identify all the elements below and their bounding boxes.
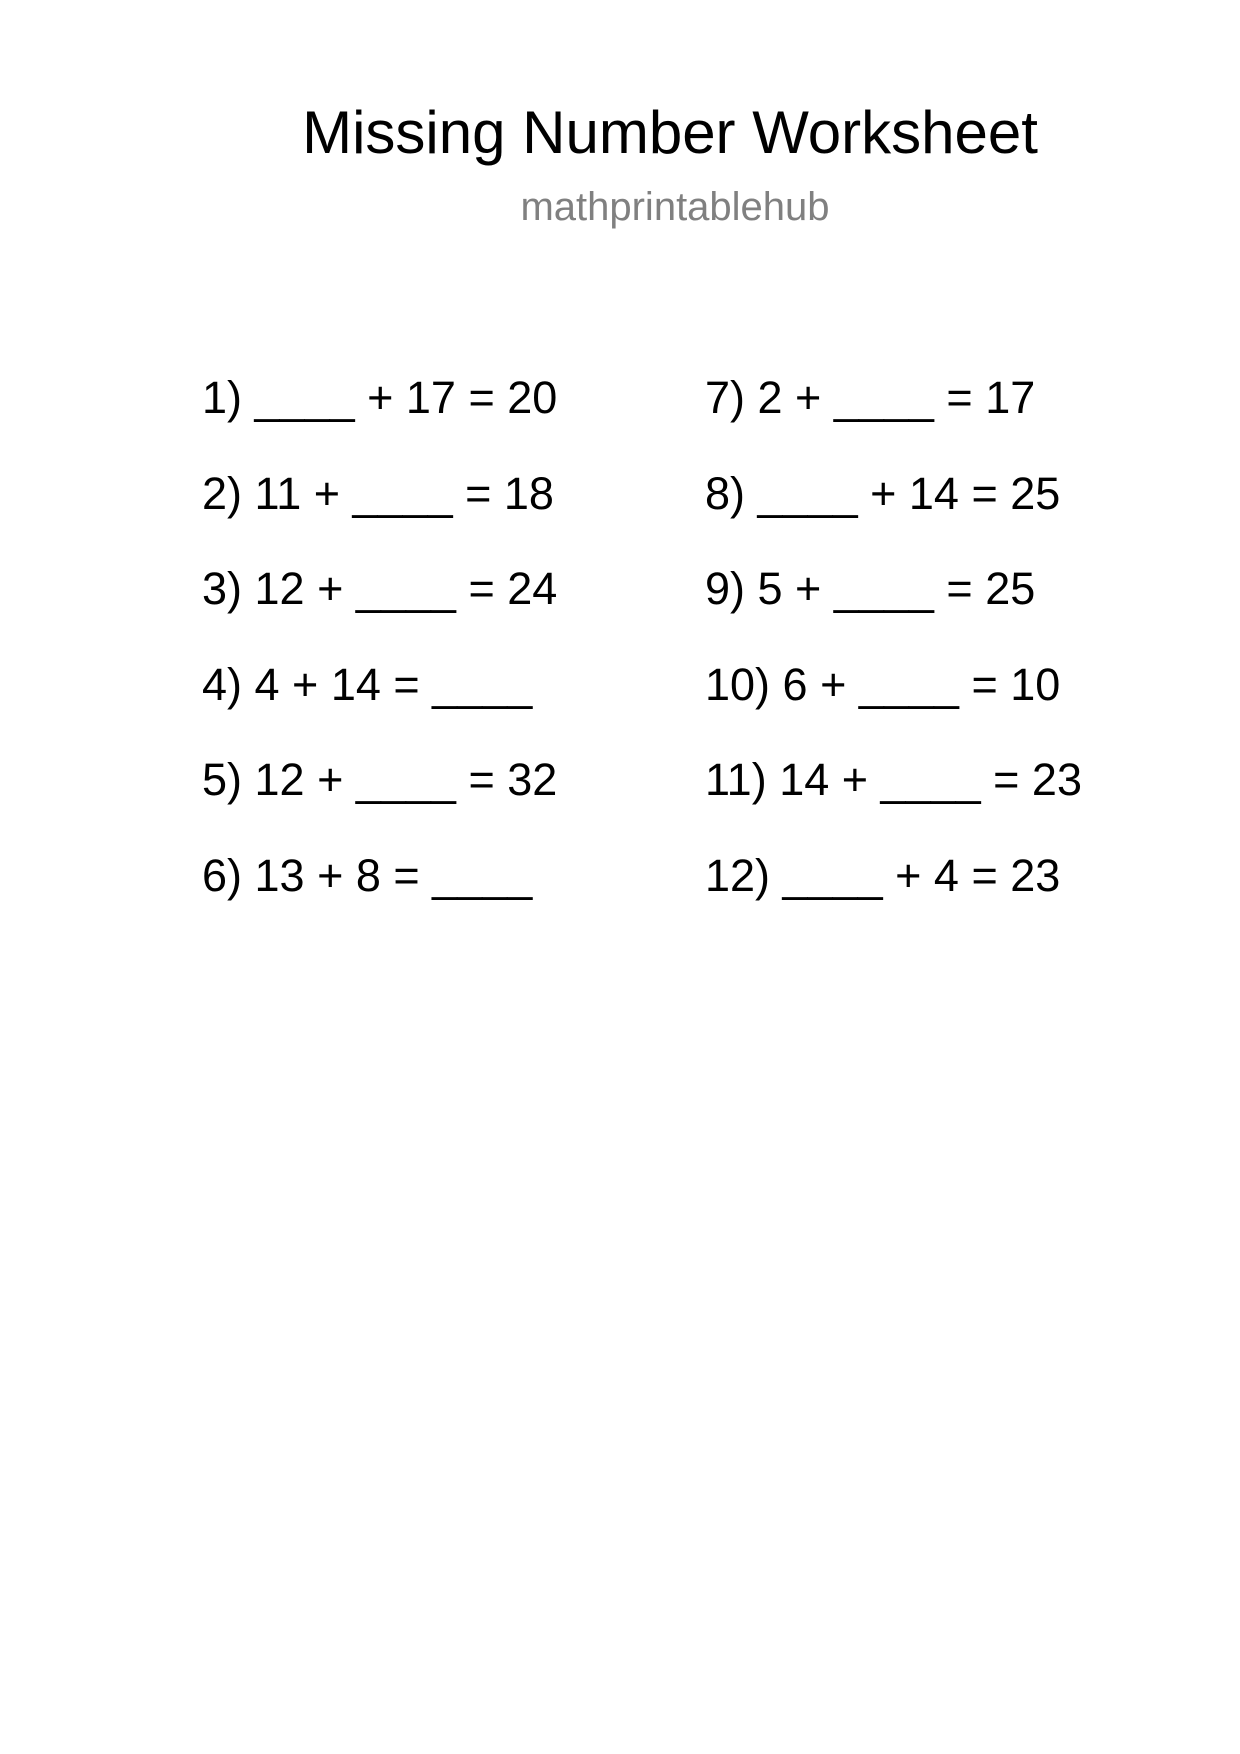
problem-4: 4) 4 + 14 = ____	[202, 658, 533, 710]
problems-left-column	[202, 350, 557, 923]
problem-9: 9) 5 + ____ = 25	[705, 563, 1036, 614]
problem-10: 10) 6 + ____ = 10	[705, 658, 1061, 710]
worksheet-subtitle: mathprintablehub	[520, 185, 830, 229]
problem-1: 1) ____ + 17 = 20	[202, 372, 558, 423]
problem-12: 12) ____ + 4 = 23	[705, 849, 1061, 901]
problem-2: 2) 11 + ____ = 18	[202, 467, 554, 519]
problems-right-column	[705, 350, 1082, 923]
problem-8: 8) ____ + 14 = 25	[705, 467, 1061, 519]
problem-3: 3) 12 + ____ = 24	[202, 563, 558, 614]
problem-7: 7) 2 + ____ = 17	[705, 372, 1036, 423]
problem-5: 5) 12 + ____ = 32	[202, 754, 558, 805]
worksheet-title: Missing Number Worksheet	[302, 99, 1038, 166]
problem-6: 6) 13 + 8 = ____	[202, 849, 533, 901]
problem-11: 11) 14 + ____ = 23	[705, 754, 1082, 805]
